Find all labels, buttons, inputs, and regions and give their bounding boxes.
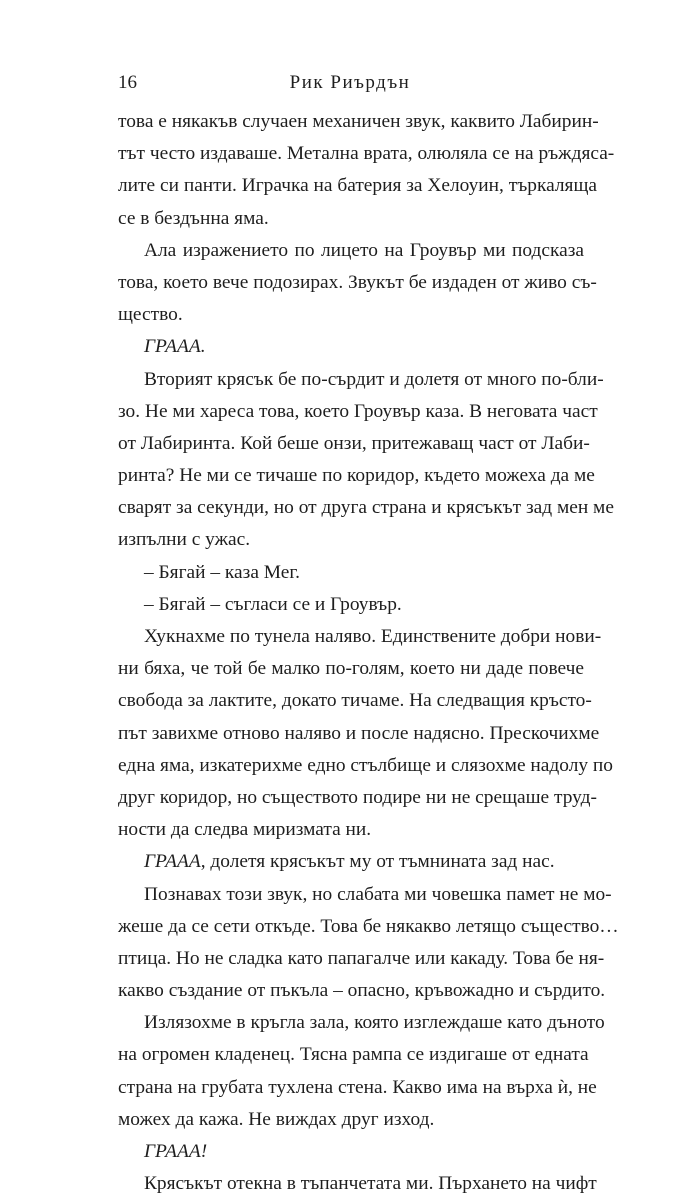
- text-line: това, което вече подозирах. Звукът бе издаден от живо съ-: [118, 271, 597, 293]
- text-line: ринта? Не ми се тичаше по коридор, където можеха да ме: [118, 465, 595, 487]
- text-line: от Лабиринта. Кой беше онзи, притежаващ част от Лаби-: [118, 432, 590, 454]
- text-line: ности да следва миризмата ни.: [118, 819, 372, 841]
- text-line: какво създание от пъкъла – опасно, кръвожадно и сърдито.: [118, 980, 606, 1002]
- text-line: друг коридор, но съществото подире ни не срещаше труд-: [118, 786, 597, 808]
- text-line: Вторият крясък бе по-сърдит и долетя от много по-бли-: [144, 368, 604, 390]
- text-line: – Бягай – каза Мег.: [144, 561, 300, 583]
- text-line: можех да кажа. Не виждах друг изход.: [118, 1108, 435, 1130]
- text-line: ГРААА, долетя крясъкът му от тъмнината зад нас.: [144, 851, 555, 873]
- text-line: жеше да се сети откъде. Това бе някакво летящо същество…: [118, 915, 619, 937]
- text-line: ни бяха, че той бе малко по-голям, което ни даде повече: [118, 658, 584, 680]
- running-head: Рик Риърдън: [289, 72, 411, 93]
- text-line: тът често издаваше. Метална врата, олюляла се на ръждяса-: [118, 143, 615, 165]
- page-number: 16: [118, 72, 137, 93]
- text-line: страна на грубата тухлена стена. Какво има на върха ѝ, не: [118, 1076, 597, 1098]
- text-line: път завихме отново наляво и после надясно. Прескочихме: [118, 722, 600, 744]
- text-line: – Бягай – съгласи се и Гроувър.: [144, 593, 402, 615]
- text-line: лите си панти. Играчка на батерия за Хелоуин, търкаляща: [118, 175, 597, 197]
- text-line: Познавах този звук, но слабата ми човешка памет не мо-: [144, 883, 612, 905]
- text-line: се в бездънна яма.: [118, 207, 269, 229]
- text-line: това е някакъв случаен механичен звук, каквито Лабирин-: [118, 111, 599, 132]
- body-text: [118, 106, 619, 1200]
- text-line: Хукнахме по тунела наляво. Единствените добри нови-: [144, 626, 602, 647]
- text-line: Крясъкът отекна в тъпанчетата ми. Пърхането на чифт: [144, 1173, 597, 1195]
- text-line: на огромен кладенец. Тясна рампа се издигаше от едната: [118, 1044, 589, 1066]
- text-line: зо. Не ми хареса това, което Гроувър каза. В неговата част: [118, 400, 598, 422]
- text-line: птица. Но не сладка като папагалче или какаду. Това бе ня-: [118, 947, 605, 969]
- text-line: свобода за лактите, докато тичаме. На следващия кръсто-: [118, 690, 592, 712]
- text-line: ГРААА!: [144, 1141, 208, 1162]
- text-line: изпълни с ужас.: [118, 529, 251, 551]
- text-line: сварят за секунди, но от друга страна и крясъкът зад мен ме: [118, 497, 614, 519]
- text-line: Ала изражението по лицето на Гроувър ми подсказа: [144, 239, 584, 261]
- text-line: ГРААА.: [144, 336, 206, 358]
- text-line: Излязохме в кръгла зала, която изглеждаше като дъното: [144, 1012, 605, 1034]
- text-line: една яма, изкатерихме едно стълбище и слязохме надолу по: [118, 754, 613, 776]
- text-line: щество.: [118, 304, 183, 326]
